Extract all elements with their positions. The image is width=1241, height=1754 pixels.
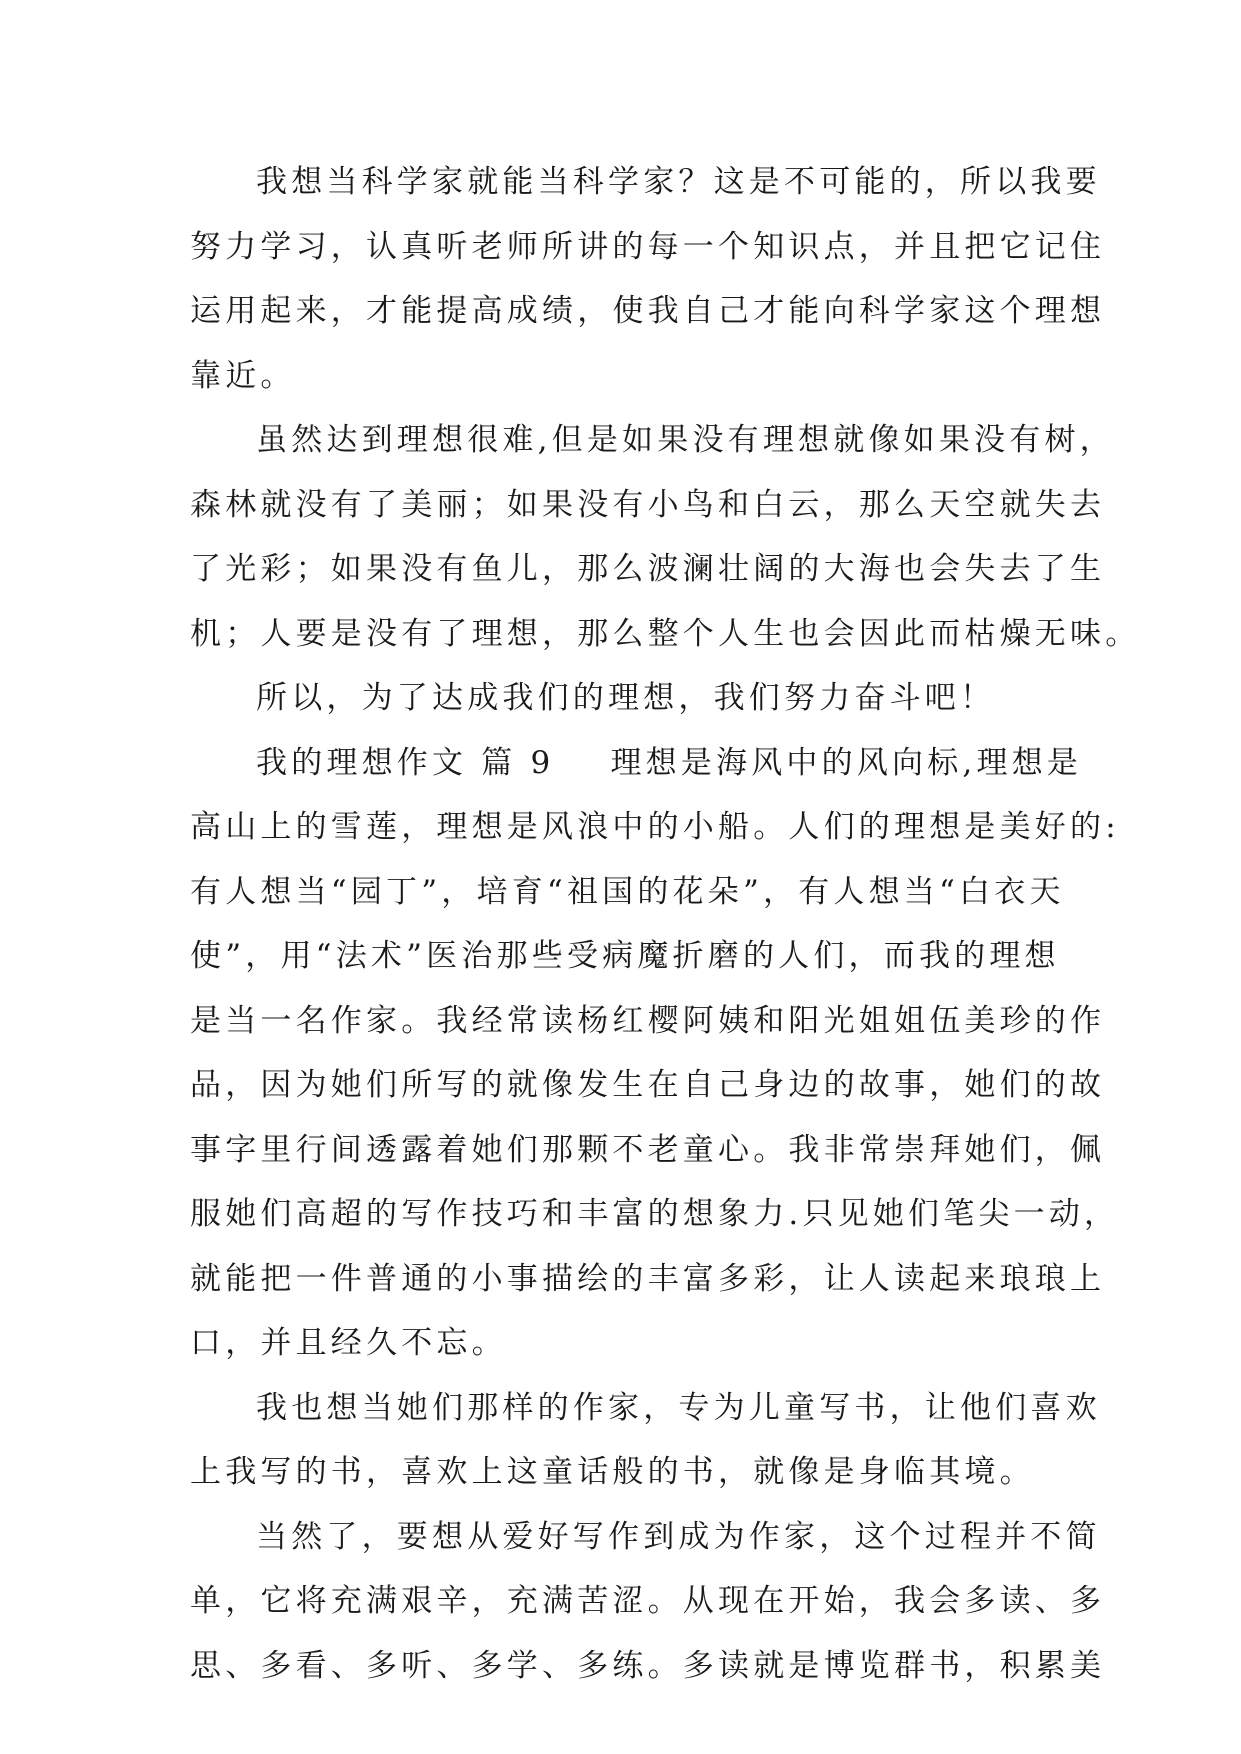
- paragraph-line: 当然了，要想从爱好写作到成为作家，这个过程并不简: [256, 1518, 1101, 1555]
- paragraph-line: 口，并且经久不忘。: [190, 1325, 507, 1361]
- paragraph-line: 运用起来，才能提高成绩，使我自己才能向科学家这个理想: [190, 293, 1106, 329]
- paragraph-line: 努力学习，认真听老师所讲的每一个知识点，并且把它记住: [190, 228, 1106, 265]
- section-title: 我的理想作文 篇 9: [256, 744, 555, 781]
- paragraph-line: 使”，用“法术”医治那些受病魔折磨的人们，而我的理想: [190, 938, 1060, 974]
- paragraph-line: 靠近。: [190, 357, 296, 394]
- paragraph-line: 有人想当“园丁”，培育“祖国的花朵”，有人想当“白衣天: [190, 873, 1065, 910]
- paragraph-line: 是当一名作家。我经常读杨红樱阿姨和阳光姐姐伍美珍的作: [190, 1002, 1106, 1039]
- paragraph-line: 了光彩；如果没有鱼儿，那么波澜壮阔的大海也会失去了生: [190, 551, 1106, 587]
- section-heading-line: [190, 731, 1083, 796]
- paragraph-line: 服她们高超的写作技巧和丰富的想象力.只见她们笔尖一动，: [190, 1196, 1120, 1232]
- paragraph-line: 所以，为了达成我们的理想，我们努力奋斗吧！: [256, 680, 996, 716]
- paragraph-line: 事字里行间透露着她们那颗不老童心。我非常崇拜她们，佩: [190, 1131, 1106, 1168]
- paragraph-line: 我也想当她们那样的作家，专为儿童写书，让他们喜欢: [256, 1389, 1101, 1426]
- paragraph-line: 我想当科学家就能当科学家？这是不可能的，所以我要: [256, 164, 1101, 200]
- paragraph-line: 单，它将充满艰辛，充满苦涩。从现在开始，我会多读、多: [190, 1583, 1106, 1619]
- paragraph-text: 理想是海风中的风向标,理想是: [610, 744, 1083, 781]
- paragraph-line: 就能把一件普通的小事描绘的丰富多彩，让人读起来琅琅上: [190, 1260, 1106, 1297]
- paragraph-line: 上我写的书，喜欢上这童话般的书，就像是身临其境。: [190, 1454, 1035, 1490]
- paragraph-line: 高山上的雪莲，理想是风浪中的小船。人们的理想是美好的:: [190, 809, 1120, 845]
- paragraph-line: 森林就没有了美丽；如果没有小鸟和白云，那么天空就失去: [190, 486, 1106, 523]
- paragraph-line: 品，因为她们所写的就像发生在自己身边的故事，她们的故: [190, 1067, 1106, 1103]
- paragraph-line: 思、多看、多听、多学、多练。多读就是博览群书，积累美: [190, 1647, 1106, 1684]
- paragraph-line: 虽然达到理想很难,但是如果没有理想就像如果没有树，: [256, 422, 1115, 458]
- paragraph-line: 机；人要是没有了理想，那么整个人生也会因此而枯燥无味。: [190, 615, 1141, 652]
- essay-body: [190, 150, 1141, 1698]
